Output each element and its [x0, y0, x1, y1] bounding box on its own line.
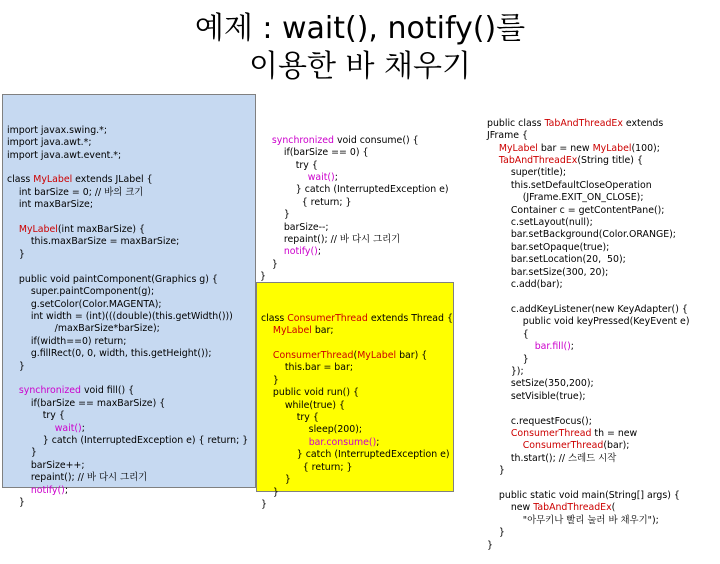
- slide-title-line-2: 이용한 바 채우기: [249, 49, 471, 84]
- code-line: c.addKeyListener(new KeyAdapter() {: [487, 303, 688, 315]
- consumer-thread-code-box: [256, 282, 454, 510]
- code-line: bar.fill();: [534, 341, 574, 353]
- code-line: bar.setLocation(20, 50);: [487, 254, 626, 266]
- code-line: new TabAndThreadEx(: [487, 502, 616, 514]
- code-line: notify();: [30, 484, 68, 496]
- code-line: });: [487, 365, 524, 377]
- code-line: if(barSize == maxBarSize) {: [7, 397, 166, 409]
- code-line: }: [487, 353, 529, 365]
- code-line: public static void main(String[] args) {: [487, 490, 680, 501]
- code-line: }: [487, 539, 493, 551]
- code-line: setSize(350,200);: [487, 378, 594, 390]
- code-line: super(title);: [487, 167, 567, 179]
- code-line: JFrame {: [487, 130, 528, 142]
- code-line: sleep(200);: [261, 424, 363, 436]
- code-line: bar.setOpaque(true);: [487, 241, 610, 253]
- code-line: this.setDefaultCloseOperation: [487, 179, 652, 191]
- code-line: bar.consume();: [308, 436, 380, 448]
- code-line: this.bar = bar;: [261, 362, 354, 374]
- code-line: }: [260, 209, 290, 221]
- slide-title-line-1: 예제 : wait(), notify()를: [194, 11, 526, 46]
- code-line: try {: [261, 412, 319, 424]
- code-line: while(true) {: [261, 399, 345, 411]
- code-line: repaint(); // 바 다시 그리기: [260, 234, 401, 246]
- code-line: } catch (InterruptedException e): [260, 184, 449, 196]
- consume-method-code: [260, 110, 449, 296]
- code-line: if(barSize == 0) {: [260, 147, 369, 159]
- code-line: this.maxBarSize = maxBarSize;: [7, 236, 180, 248]
- code-line: {: [487, 328, 529, 340]
- code-line: int width = (int)(((double)(this.getWidth())): [7, 310, 233, 322]
- code-line: c.add(bar);: [487, 279, 563, 291]
- code-line: MyLabel bar;: [272, 325, 334, 337]
- code-line: }: [7, 447, 37, 459]
- slide-title: [150, 10, 570, 86]
- code-line: synchronized void consume() {: [271, 134, 419, 146]
- code-line: }: [261, 498, 267, 510]
- consume-code: [260, 135, 449, 284]
- code-line: }: [487, 527, 505, 539]
- code-line: public class TabAndThreadEx extends: [487, 117, 664, 129]
- code-line: } catch (InterruptedException e): [261, 449, 450, 461]
- code-line: "아무키나 빨리 눌러 바 채우기");: [487, 514, 659, 526]
- code-line: }: [7, 360, 25, 372]
- code-line: int barSize = 0; // 바의 크기: [7, 186, 144, 198]
- code-line: MyLabel(int maxBarSize) {: [18, 224, 146, 236]
- code-line: super.paintComponent(g);: [7, 286, 155, 298]
- code-line: ConsumerThread(bar);: [522, 440, 630, 452]
- code-line: public void paintComponent(Graphics g) {: [7, 273, 218, 285]
- code-line: barSize++;: [7, 459, 85, 471]
- code-line: { return; }: [261, 461, 353, 473]
- code-line: ConsumerThread th = new: [510, 427, 638, 439]
- code-line: c.requestFocus();: [487, 415, 592, 427]
- code-line: g.fillRect(0, 0, width, this.getHeight());: [7, 348, 212, 360]
- consumer-thread-code: [261, 312, 453, 512]
- code-line: c.setLayout(null);: [487, 217, 593, 229]
- mylabel-code: [7, 125, 251, 510]
- code-line: }: [260, 271, 266, 283]
- code-line: setVisible(true);: [487, 390, 586, 402]
- mylabel-code-box: [2, 94, 256, 508]
- code-line: }: [261, 486, 279, 498]
- code-line: { return; }: [260, 196, 352, 208]
- code-line: th.start(); // 스레드 시작: [487, 452, 617, 464]
- main-frame-code: [487, 93, 690, 564]
- code-line: wait();: [307, 172, 338, 184]
- code-line: }: [7, 248, 25, 260]
- main-code: [487, 118, 690, 552]
- code-line: }: [261, 374, 279, 386]
- code-line: try {: [7, 410, 65, 422]
- code-line: public void keyPressed(KeyEvent e): [487, 316, 690, 328]
- code-line: public void run() {: [261, 387, 359, 399]
- code-line: int maxBarSize;: [7, 199, 93, 211]
- code-line: class MyLabel extends JLabel {: [7, 174, 153, 186]
- code-line: }: [487, 465, 505, 477]
- code-line: Container c = getContentPane();: [487, 204, 665, 216]
- code-line: synchronized void fill() {: [18, 385, 135, 397]
- code-line: (JFrame.EXIT_ON_CLOSE);: [487, 192, 644, 204]
- code-line: repaint(); // 바 다시 그리기: [7, 472, 148, 484]
- code-line: MyLabel bar = new MyLabel(100);: [498, 142, 660, 154]
- code-line: }: [7, 497, 25, 508]
- code-line: } catch (InterruptedException e) { return; }: [7, 434, 249, 446]
- code-line: import javax.swing.*;: [7, 124, 107, 136]
- code-line: bar.setBackground(Color.ORANGE);: [487, 229, 676, 241]
- code-line: if(width==0) return;: [7, 335, 127, 347]
- code-line: import java.awt.event.*;: [7, 149, 122, 161]
- code-line: wait();: [54, 422, 85, 434]
- code-line: bar.setSize(300, 20);: [487, 266, 609, 278]
- code-line: try {: [260, 159, 318, 171]
- code-line: notify();: [283, 246, 321, 258]
- code-line: ConsumerThread(MyLabel bar) {: [272, 350, 428, 362]
- code-line: class ConsumerThread extends Thread {: [261, 312, 453, 324]
- code-line: /maxBarSize*barSize);: [7, 323, 160, 335]
- code-line: import java.awt.*;: [7, 137, 92, 149]
- code-line: }: [261, 474, 291, 486]
- code-line: barSize--;: [260, 221, 329, 233]
- code-line: g.setColor(Color.MAGENTA);: [7, 298, 162, 310]
- code-line: }: [260, 258, 278, 270]
- code-line: TabAndThreadEx(String title) {: [498, 155, 643, 167]
